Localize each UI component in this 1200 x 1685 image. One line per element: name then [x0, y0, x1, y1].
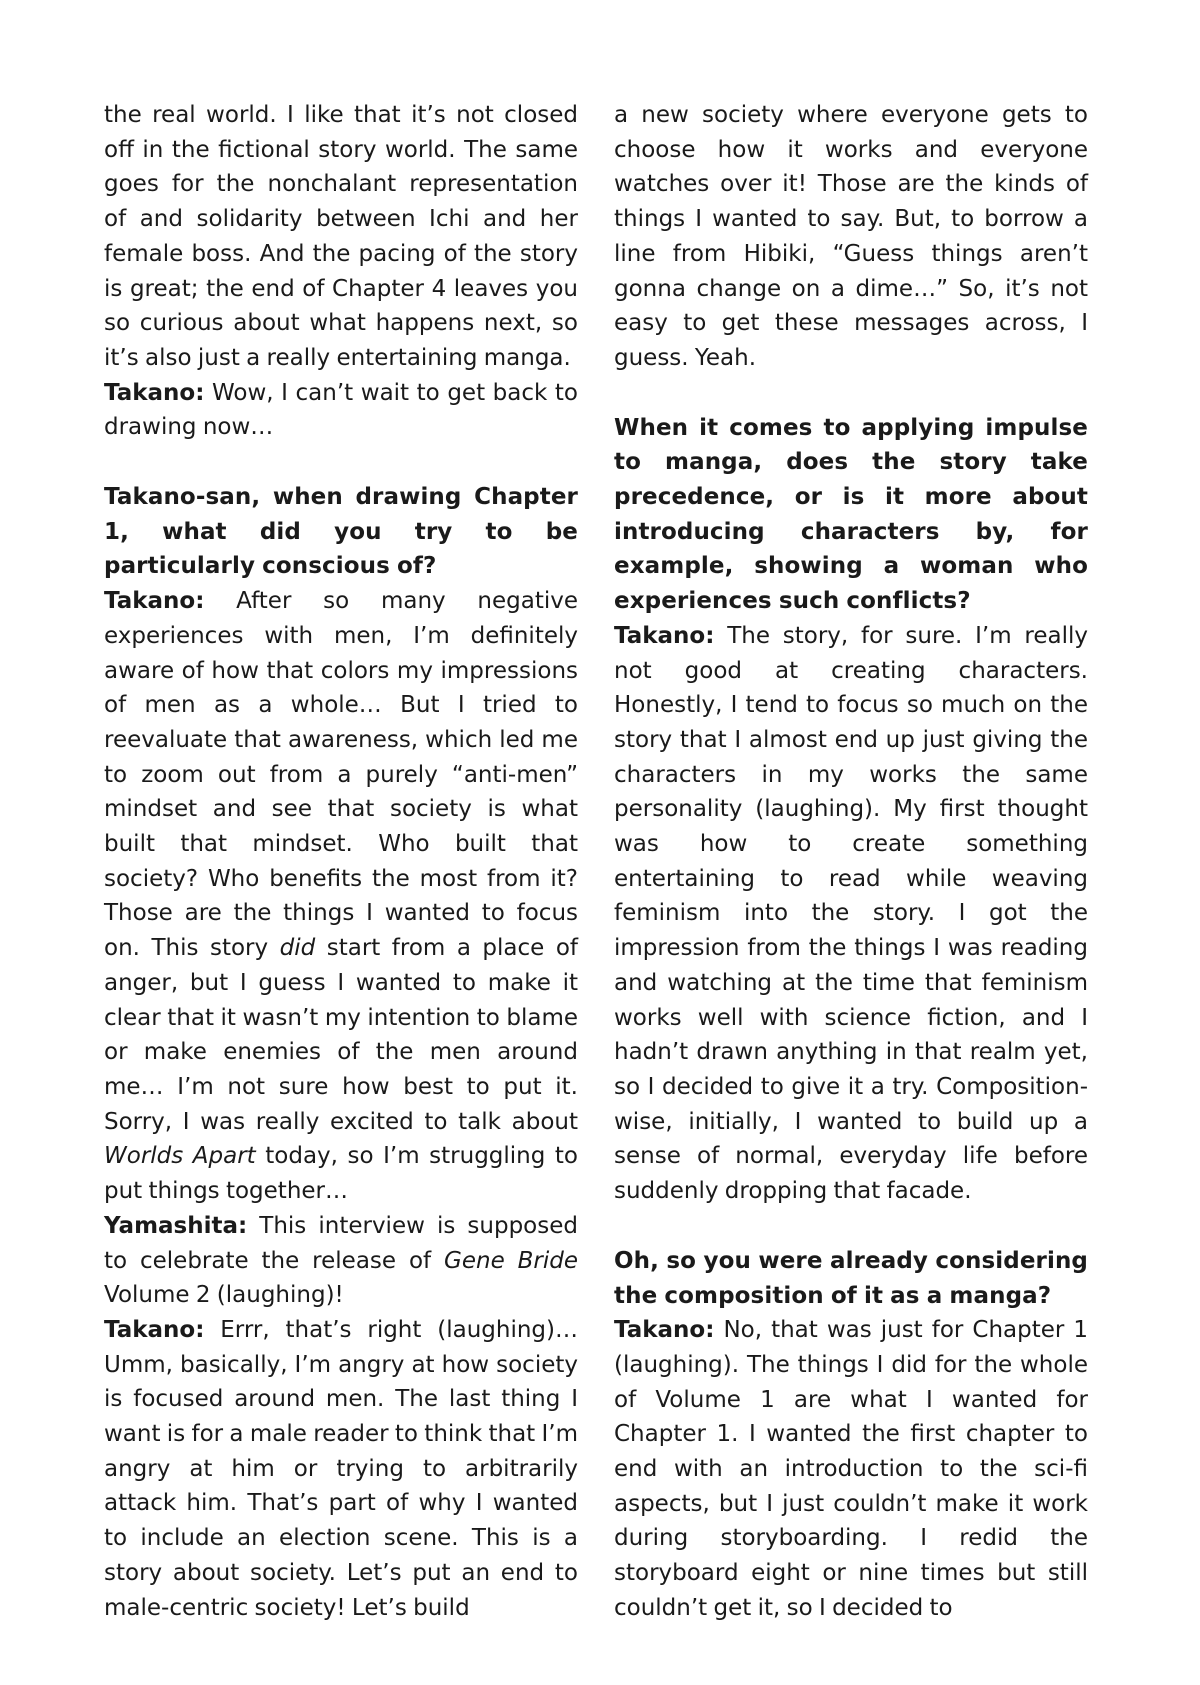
paragraph-text: start from a place of anger, but I guess I wanted to make it clear that it wasn’t my intention to blame or make enemies of the men around me… I’m not sure how best to put it. Sorry, I was really excited to talk about	[104, 935, 578, 1135]
paragraph	[104, 1209, 578, 1313]
paragraph	[614, 1313, 1088, 1625]
left-column	[104, 98, 578, 1625]
paragraph-text: a new society where everyone gets to choose how it works and everyone watches over it! Those are the kinds of things I wanted to say. But, to borrow a line from Hibiki, “Guess things aren’t gonna change on a dime…” So, it’s not easy to get these messages across, I guess. Yeah.	[614, 102, 1088, 371]
work-title: Gene Bride	[444, 1247, 578, 1274]
speaker-label: Takano:	[614, 1317, 715, 1344]
paragraph	[104, 376, 578, 445]
paragraph	[614, 619, 1088, 1209]
paragraph	[614, 98, 1088, 376]
paragraph-text: Wow, I can’t wait to get back to drawing now…	[104, 379, 578, 441]
interview-question: Takano-san, when drawing Chapter 1, what did you try to be particularly conscious of?	[104, 484, 578, 580]
paragraph-text: This interview is supposed to celebrate the release of	[104, 1212, 578, 1274]
right-column	[614, 98, 1088, 1626]
paragraph	[104, 98, 578, 376]
paragraph-text: the real world. I like that it’s not closed off in the fictional story world. The same goes for the nonchalant representation of and solidarity between Ichi and her female boss. And the pacing of the story is great; the end of Chapter 4 leaves you so curious about what happens next, so it’s also just a really entertaining manga.	[104, 102, 578, 371]
speaker-label: Takano:	[104, 1316, 205, 1343]
paragraph-text: Errr, that’s right (laughing)… Umm, basically, I’m angry at how society is focused around men. The last thing I want is for a male reader to think that I’m angry at him or trying to arbitrarily attack him. That’s part of why I wanted to include an election scene. This is a story about society. Let’s put an end to male-centric society! Let’s build	[104, 1316, 579, 1621]
interview-question: Oh, so you were already considering the composition of it as a manga?	[614, 1247, 1088, 1309]
paragraph	[104, 584, 578, 1209]
speaker-label: Yamashita:	[104, 1212, 248, 1239]
paragraph	[104, 1313, 578, 1625]
paragraph-text: today, so I’m struggling to put things together…	[104, 1143, 578, 1205]
paragraph-text: No, that was just for Chapter 1 (laughing). The things I did for the whole of Volume 1 are what I wanted for Chapter 1. I wanted the first chapter to end with an introduction to the sci-fi aspects, but I just couldn’t make it work during storyboarding. I redid the storyboard eight or nine times but still couldn’t get it, so I decided to	[614, 1317, 1088, 1621]
paragraph-text: Volume 2 (laughing)!	[104, 1282, 344, 1309]
emphasis: did	[279, 935, 316, 962]
paragraph-text: After so many negative experiences with men, I’m definitely aware of how that colors my impressions of men as a whole… But I tried to reevaluate that awareness, which led me to zoom out from a purely “anti-men” mindset and see that society is what built that mindset. Who built that society? Who benefits the most from it? Those are the things I wanted to focus on. This story	[104, 588, 578, 962]
speaker-label: Takano:	[104, 379, 205, 406]
work-title: Worlds Apart	[104, 1143, 256, 1170]
speaker-label: Takano:	[614, 622, 715, 649]
interview-question: When it comes to applying impulse to manga, does the story take precedence, or is it more about introducing characters by, for example, showing a woman who experiences such conflicts?	[614, 414, 1088, 615]
paragraph-text: The story, for sure. I’m really not good at creating characters. Honestly, I tend to focus so much on the story that I almost end up just giving the characters in my works the same personality (laughing). My first thought was how to create something entertaining to read while weaving feminism into the story. I got the impression from the things I was reading and watching at the time that feminism works well with science fiction, and I hadn’t drawn anything in that realm yet, so I decided to give it a try. Composition-wise, initially, I wanted to build up a sense of normal, everyday life before suddenly dropping that facade.	[614, 622, 1088, 1205]
speaker-label: Takano:	[104, 588, 205, 615]
